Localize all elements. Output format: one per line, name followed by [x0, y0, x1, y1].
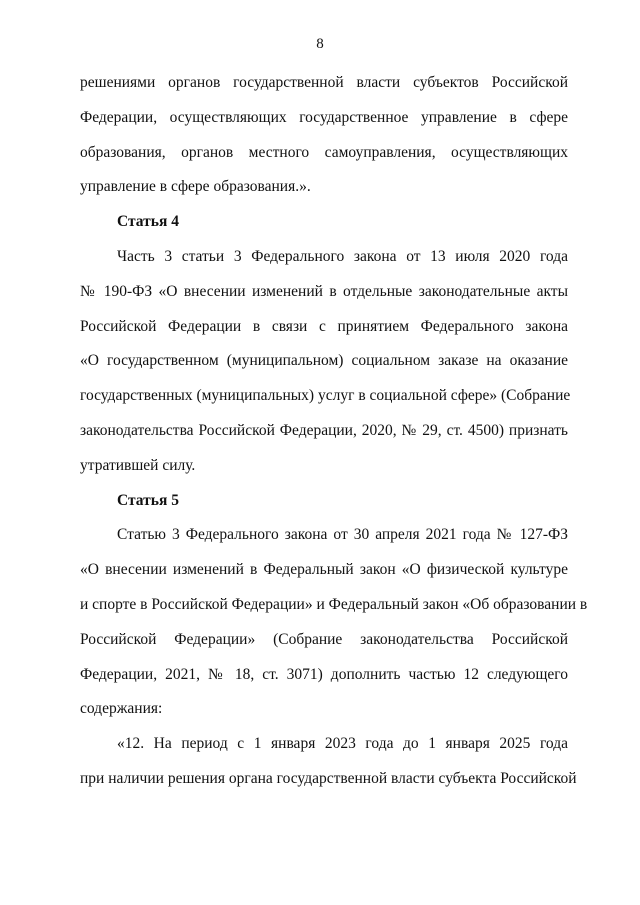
article-heading: Статья 5: [117, 491, 179, 509]
text-line: образования, органов местного самоуправления, осуществляющих: [80, 143, 568, 161]
text-line: «12. На период с 1 января 2023 года до 1 января 2025 года: [117, 735, 568, 753]
article-heading: Статья 4: [117, 213, 179, 231]
text-line: утратившей силу.: [80, 456, 196, 474]
text-line: «О государственном (муниципальном) социальном заказе на оказание: [80, 352, 568, 370]
text-line: решениями органов государственной власти субъектов Российской: [80, 74, 568, 91]
text-line: «О внесении изменений в Федеральный закон «О физической культуре: [80, 561, 568, 579]
text-line: Статью 3 Федерального закона от 30 апреля 2021 года № 127-ФЗ: [117, 526, 568, 544]
document-body: [80, 73, 588, 804]
text-line: управление в сфере образования.».: [80, 178, 311, 196]
text-line: и спорте в Российской Федерации» и Федеральный закон «Об образовании в: [80, 595, 588, 613]
text-line: Федерации, 2021, № 18, ст. 3071) дополнить частью 12 следующего: [80, 665, 568, 683]
page-number: 8: [316, 36, 324, 52]
text-line: законодательства Российской Федерации, 2020, № 29, ст. 4500) признать: [80, 421, 568, 439]
text-line: № 190-ФЗ «О внесении изменений в отдельные законодательные акты: [80, 282, 568, 300]
text-line: государственных (муниципальных) услуг в социальной сфере» (Собрание: [80, 387, 571, 405]
text-line: содержания:: [80, 700, 163, 718]
text-line: Федерации, осуществляющих государственное управление в сфере: [80, 108, 568, 126]
text-line: Российской Федерации в связи с принятием Федерального закона: [80, 317, 568, 335]
text-line: при наличии решения органа государственной власти субъекта Российской: [80, 769, 577, 787]
text-line: Российской Федерации» (Собрание законодательства Российской: [80, 630, 568, 648]
text-line: Часть 3 статьи 3 Федерального закона от 13 июля 2020 года: [117, 247, 568, 265]
